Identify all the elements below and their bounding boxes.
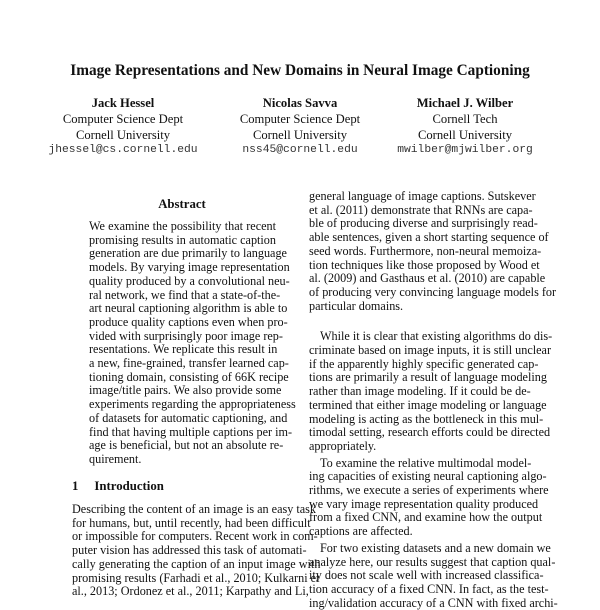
text-line: For two existing datasets and a new domain we <box>320 540 551 555</box>
text-line: of datasets for automatic captioning, and <box>89 410 288 425</box>
author-name: Nicolas Savva <box>262 96 338 110</box>
text-line: particular domains. <box>309 298 404 313</box>
text-line: puter vision has addressed this task of automati- <box>72 543 307 558</box>
text-line: able sentences, given a short starting sequence of <box>309 230 549 245</box>
author-email: mwilber@mjwilber.org <box>397 144 533 157</box>
text-line: termined that either image modeling or language <box>309 397 547 412</box>
introduction-left-text <box>72 502 321 599</box>
text-line: produce quality captions even when pro- <box>89 314 288 329</box>
author-dept: Computer Science Dept <box>239 111 361 126</box>
author-dept: Computer Science Dept <box>62 111 184 126</box>
text-line: quality produced by a convolutional neu- <box>89 273 290 288</box>
text-line: ing capacities of existing neural captioning algo- <box>309 469 547 484</box>
text-line: art neural captioning algorithm is able to <box>89 301 288 316</box>
text-line: rather than image modeling. If it could be de- <box>309 384 531 399</box>
paragraph <box>309 455 549 539</box>
text-line: tion accuracy of a fixed CNN. In fact, as the test- <box>309 581 549 596</box>
text-line: We examine the possibility that recent <box>89 219 276 233</box>
text-line: resentations. We replicate this result in <box>89 342 278 357</box>
author-email: nss45@cornell.edu <box>242 144 358 157</box>
text-line: we vary image representation quality produced <box>309 496 539 511</box>
text-line: al. (2009) and Gasthaus et al. (2010) are capable <box>309 271 546 286</box>
text-line: or impossible for computers. Recent work in com- <box>72 529 318 544</box>
author-university: Cornell University <box>417 127 513 142</box>
text-line: appropriately. <box>309 438 377 453</box>
text-line: al., 2013; Ordonez et al., 2011; Karpathy and Li, <box>72 584 309 599</box>
text-line: general language of image captions. Sutskever <box>309 189 536 203</box>
text-line: timodal setting, research efforts could be directed <box>309 425 551 440</box>
abstract-heading: Abstract <box>158 197 206 211</box>
section-heading-introduction <box>72 479 164 494</box>
text-line: generation are due primarily to language <box>89 246 287 261</box>
author-block <box>375 96 555 159</box>
section-title: Introduction <box>94 479 164 493</box>
author-name: Michael J. Wilber <box>416 96 514 110</box>
text-line: cally generating the caption of an input image with <box>72 556 321 571</box>
section-number: 1 <box>72 479 79 493</box>
text-line: image/title pairs. We also provide some <box>89 383 282 398</box>
text-line: ral network, we find that a state-of-the- <box>89 287 281 302</box>
text-line: seed words. Furthermore, non-neural memoiza- <box>309 243 542 258</box>
author-name: Jack Hessel <box>91 96 155 110</box>
introduction-right-text <box>309 189 558 610</box>
text-line: ity does not scale well with increased classifica- <box>309 568 544 583</box>
text-line: of producing very convincing language models for <box>309 284 557 299</box>
text-line: tion techniques like those proposed by Wood et <box>309 257 540 272</box>
text-line: ing/validation accuracy of a CNN with fixed archi- <box>309 595 558 610</box>
text-line: models. By varying image representation <box>89 260 290 275</box>
author-dept: Cornell Tech <box>432 111 498 126</box>
text-line: promising results (Farhadi et al., 2010; Kulkarni et <box>72 570 320 585</box>
text-line: from a fixed CNN, and examine how the output <box>309 510 543 525</box>
text-line: While it is clear that existing algorithms do dis- <box>320 329 553 344</box>
author-university: Cornell University <box>252 127 348 142</box>
paragraph <box>309 189 557 313</box>
text-line: vided with surprisingly poor image rep- <box>89 328 283 343</box>
text-line: Describing the content of an image is an easy task <box>72 502 317 516</box>
abstract-text <box>89 219 296 467</box>
paragraph <box>309 329 553 453</box>
paper-title: Image Representations and New Domains in Neural Image Captioning <box>70 62 530 79</box>
text-line: analyze here, our results suggest that caption qual- <box>309 554 556 569</box>
text-line: et al. (2011) demonstrate that RNNs are capa- <box>309 202 533 217</box>
text-line: ble of producing diverse and surprisingly read- <box>309 216 538 231</box>
text-line: a new, fine-grained, transfer learned cap- <box>89 356 289 371</box>
text-line: tioning domain, consisting of 66K recipe <box>89 369 289 384</box>
text-line: criminate based on image inputs, it is still unclear <box>309 343 552 358</box>
text-line: quirement. <box>89 451 142 466</box>
text-line: rithms, we execute a series of experiments where <box>309 483 549 498</box>
author-block <box>33 96 213 159</box>
text-line: for humans, but, until recently, had been difficult <box>72 515 311 530</box>
text-line: To examine the relative multimodal model- <box>320 455 532 470</box>
text-line: age is beneficial, but not an absolute re- <box>89 438 284 453</box>
text-line: tions are primarily a result of language modeling <box>309 370 547 385</box>
text-line: modeling is acting as the bottleneck in this mul- <box>309 411 544 426</box>
text-line: promising results in automatic caption <box>89 232 276 247</box>
author-university: Cornell University <box>75 127 171 142</box>
text-line: captions are affected. <box>309 524 413 539</box>
text-line: experiments regarding the appropriateness <box>89 397 296 412</box>
text-line: if the apparently highly specific generated cap- <box>309 356 539 371</box>
author-email: jhessel@cs.cornell.edu <box>48 144 198 157</box>
text-line: find that having multiple captions per im- <box>89 424 293 439</box>
